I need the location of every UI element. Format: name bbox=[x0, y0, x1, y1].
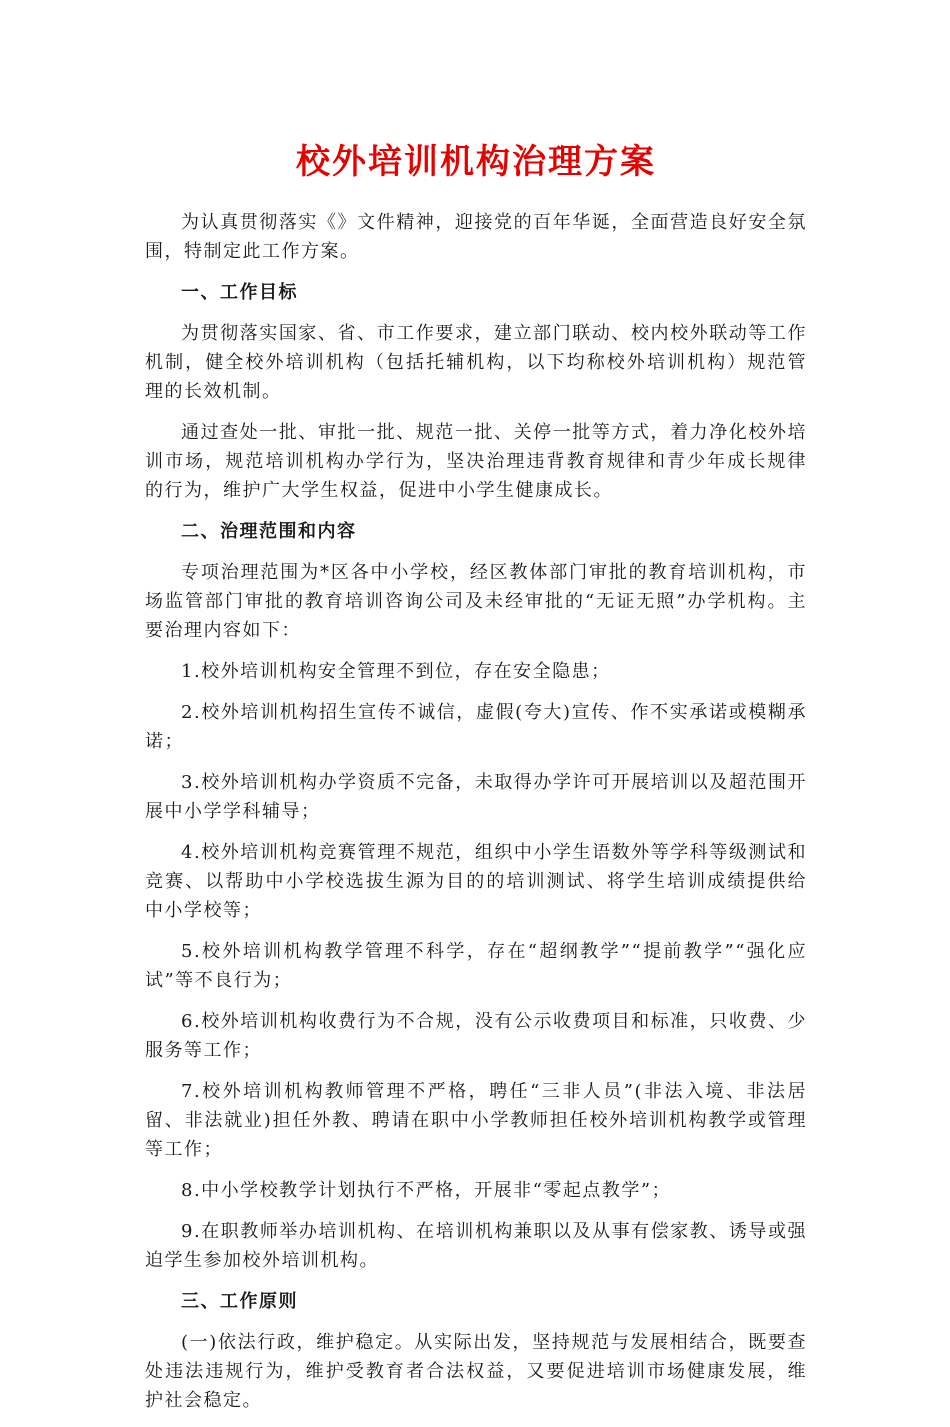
scope-item-8: 8.中小学校教学计划执行不严格，开展非“零起点教学”； bbox=[181, 1180, 672, 1201]
document-title: 校外培训机构治理方案 bbox=[296, 142, 656, 182]
section-heading-goals: 一、工作目标 bbox=[181, 282, 298, 303]
document-page bbox=[145, 140, 807, 1427]
section-heading-principles: 三、工作原则 bbox=[181, 1291, 298, 1312]
goals-paragraph-1: 为贯彻落实国家、省、市工作要求，建立部门联动、校内校外联动等工作机制，健全校外培训机构（包括托辅机构，以下均称校外培训机构）规范管理的长效机制。 bbox=[145, 323, 807, 402]
principles-paragraph-1: (一)依法行政，维护稳定。从实际出发，坚持规范与发展相结合，既要查处违法违规行为，维护受教育者合法权益，又要促进培训市场健康发展，维护社会稳定。 bbox=[145, 1332, 807, 1411]
scope-item-1: 1.校外培训机构安全管理不到位，存在安全隐患； bbox=[181, 661, 611, 682]
scope-item-7: 7.校外培训机构教师管理不严格，聘任“三非人员”(非法入境、非法居留、非法就业)担任外教、聘请在职中小学教师担任校外培训机构教学或管理等工作； bbox=[145, 1081, 807, 1160]
goals-paragraph-2: 通过查处一批、审批一批、规范一批、关停一批等方式，着力净化校外培训市场，规范培训机构办学行为，坚决治理违背教育规律和青少年成长规律的行为，维护广大学生权益，促进中小学生健康成长。 bbox=[145, 422, 807, 501]
intro-paragraph: 为认真贯彻落实《》文件精神，迎接党的百年华诞，全面营造良好安全氛围，特制定此工作方案。 bbox=[145, 212, 807, 262]
scope-paragraph: 专项治理范围为*区各中小学校，经区教体部门审批的教育培训机构，市场监管部门审批的教育培训咨询公司及未经审批的“无证无照”办学机构。主要治理内容如下： bbox=[145, 562, 807, 641]
scope-item-9: 9.在职教师举办培训机构、在培训机构兼职以及从事有偿家教、诱导或强迫学生参加校外培训机构。 bbox=[145, 1221, 807, 1271]
scope-item-4: 4.校外培训机构竞赛管理不规范，组织中小学生语数外等学科等级测试和竞赛、以帮助中小学校选拔生源为目的的培训测试、将学生培训成绩提供给中小学校等； bbox=[145, 842, 807, 921]
scope-item-6: 6.校外培训机构收费行为不合规，没有公示收费项目和标准，只收费、少服务等工作； bbox=[145, 1011, 807, 1061]
scope-item-2: 2.校外培训机构招生宣传不诚信，虚假(夸大)宣传、作不实承诺或模糊承诺； bbox=[145, 702, 807, 752]
section-heading-scope: 二、治理范围和内容 bbox=[181, 521, 357, 542]
scope-item-5: 5.校外培训机构教学管理不科学，存在“超纲教学”“提前教学”“强化应试”等不良行为； bbox=[145, 941, 807, 991]
scope-item-3: 3.校外培训机构办学资质不完备，未取得办学许可开展培训以及超范围开展中小学学科辅导； bbox=[145, 772, 807, 822]
